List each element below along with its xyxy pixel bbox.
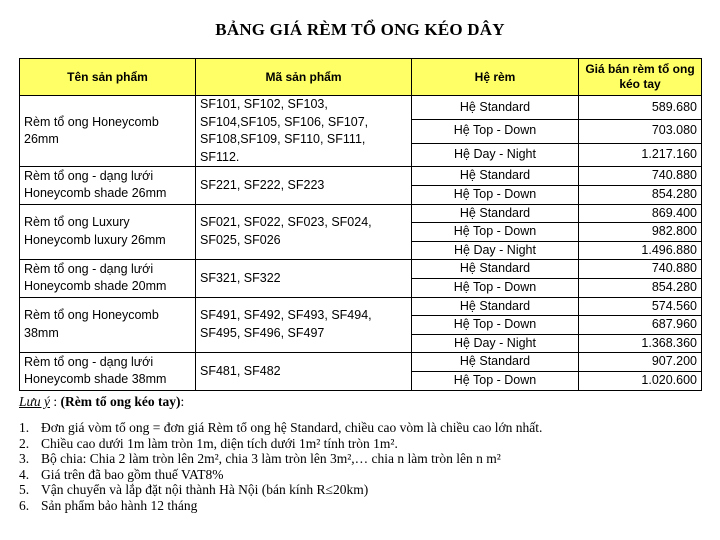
price-table [19, 58, 702, 391]
note-item: 2. Chiều cao dưới 1m làm tròn 1m, diện tích dưới 1m² tính tròn 1m². [19, 435, 398, 451]
curtain-system-cell: Hệ Standard [412, 260, 579, 279]
curtain-system-cell: Hệ Standard [412, 353, 579, 372]
curtain-system-cell: Hệ Top - Down [412, 278, 579, 297]
product-code-cell: SF101, SF102, SF103, SF104,SF105, SF106, SF107, SF108,SF109, SF110, SF111, SF112. [196, 96, 412, 167]
header-curtain-system: Hệ rèm [412, 59, 579, 96]
notes-colon: : [50, 394, 61, 409]
price-cell: 703.080 [579, 119, 702, 143]
note-text: Bộ chia: Chia 2 làm tròn lên 2m², chia 3 làm tròn lên 3m²,… chia n làm tròn lên n m² [41, 451, 501, 467]
table-row [20, 353, 702, 372]
curtain-system-cell: Hệ Top - Down [412, 119, 579, 143]
page-title: BẢNG GIÁ RÈM TỔ ONG KÉO DÂY [215, 20, 505, 39]
curtain-system-cell: Hệ Top - Down [412, 223, 579, 242]
note-text: Sản phẩm bảo hành 12 tháng [41, 497, 198, 513]
notes-heading [19, 394, 709, 410]
price-cell: 854.280 [579, 278, 702, 297]
product-code-cell: SF491, SF492, SF493, SF494, SF495, SF496, SF497 [196, 297, 412, 353]
price-cell: 574.560 [579, 297, 702, 316]
header-product-code: Mã sản phẩm [196, 59, 412, 96]
notes-section [19, 394, 709, 514]
curtain-system-cell: Hệ Day - Night [412, 334, 579, 353]
curtain-system-cell: Hệ Day - Night [412, 241, 579, 260]
product-name-cell: Rèm tổ ong - dạng lưới Honeycomb shade 20mm [20, 260, 196, 297]
price-cell: 982.800 [579, 223, 702, 242]
price-cell: 687.960 [579, 316, 702, 335]
curtain-system-cell: Hệ Standard [412, 204, 579, 223]
product-name-cell: Rèm tổ ong Honeycomb 26mm [20, 96, 196, 167]
curtain-system-cell: Hệ Standard [412, 167, 579, 186]
price-cell: 907.200 [579, 353, 702, 372]
notes-list [19, 420, 709, 514]
product-code-cell: SF021, SF022, SF023, SF024, SF025, SF026 [196, 204, 412, 260]
table-row [20, 167, 702, 186]
curtain-system-cell: Hệ Standard [412, 297, 579, 316]
price-cell: 740.880 [579, 167, 702, 186]
price-cell: 869.400 [579, 204, 702, 223]
curtain-system-cell: Hệ Top - Down [412, 185, 579, 204]
curtain-system-cell: Hệ Top - Down [412, 316, 579, 335]
product-name-cell: Rèm tổ ong - dạng lưới Honeycomb shade 38mm [20, 353, 196, 390]
price-cell: 740.880 [579, 260, 702, 279]
table-row [20, 204, 702, 223]
note-item: 1. Đơn giá vòm tổ ong = đơn giá Rèm tổ ong hệ Standard, chiều cao vòm là chiều cao lớn nhất. [19, 420, 543, 435]
note-text: Vận chuyển và lắp đặt nội thành Hà Nội (bán kính R≤20km) [41, 482, 369, 498]
price-cell: 1.217.160 [579, 143, 702, 167]
notes-tail: : [180, 394, 185, 409]
note-item: 6. Sản phẩm bảo hành 12 tháng [19, 497, 198, 513]
notes-title: (Rèm tổ ong kéo tay) [60, 394, 181, 409]
note-item: 3. Bộ chia: Chia 2 làm tròn lên 2m², chia 3 làm tròn lên 3m²,… chia n làm tròn lên n m² [19, 451, 501, 467]
price-cell: 1.020.600 [579, 371, 702, 390]
product-code-cell: SF321, SF322 [196, 260, 412, 297]
curtain-system-cell: Hệ Day - Night [412, 143, 579, 167]
note-text: Chiều cao dưới 1m làm tròn 1m, diện tích dưới 1m² tính tròn 1m². [41, 435, 398, 451]
notes-label: Lưu ý [19, 394, 50, 409]
note-text: Giá trên đã bao gồm thuế VAT8% [41, 466, 224, 482]
curtain-system-cell: Hệ Top - Down [412, 371, 579, 390]
header-product-name: Tên sản phẩm [20, 59, 196, 96]
product-code-cell: SF481, SF482 [196, 353, 412, 390]
product-name-cell: Rèm tổ ong Luxury Honeycomb luxury 26mm [20, 204, 196, 260]
table-row [20, 96, 702, 120]
table-row [20, 297, 702, 316]
product-code-cell: SF221, SF222, SF223 [196, 167, 412, 204]
price-cell: 854.280 [579, 185, 702, 204]
note-item: 5. Vận chuyển và lắp đặt nội thành Hà Nội (bán kính R≤20km) [19, 482, 369, 498]
curtain-system-cell: Hệ Standard [412, 96, 579, 120]
note-item: 4. Giá trên đã bao gồm thuế VAT8% [19, 466, 224, 482]
product-name-cell: Rèm tổ ong Honeycomb 38mm [20, 297, 196, 353]
price-cell: 1.496.880 [579, 241, 702, 260]
product-name-cell: Rèm tổ ong - dạng lưới Honeycomb shade 26mm [20, 167, 196, 204]
header-price: Giá bán rèm tổ ong kéo tay [579, 59, 702, 96]
table-body [20, 96, 702, 391]
note-text: Đơn giá vòm tổ ong = đơn giá Rèm tổ ong hệ Standard, chiều cao vòm là chiều cao lớn nhất. [41, 420, 543, 435]
table-header-row [20, 59, 702, 96]
price-cell: 1.368.360 [579, 334, 702, 353]
table-row [20, 260, 702, 279]
price-cell: 589.680 [579, 96, 702, 120]
